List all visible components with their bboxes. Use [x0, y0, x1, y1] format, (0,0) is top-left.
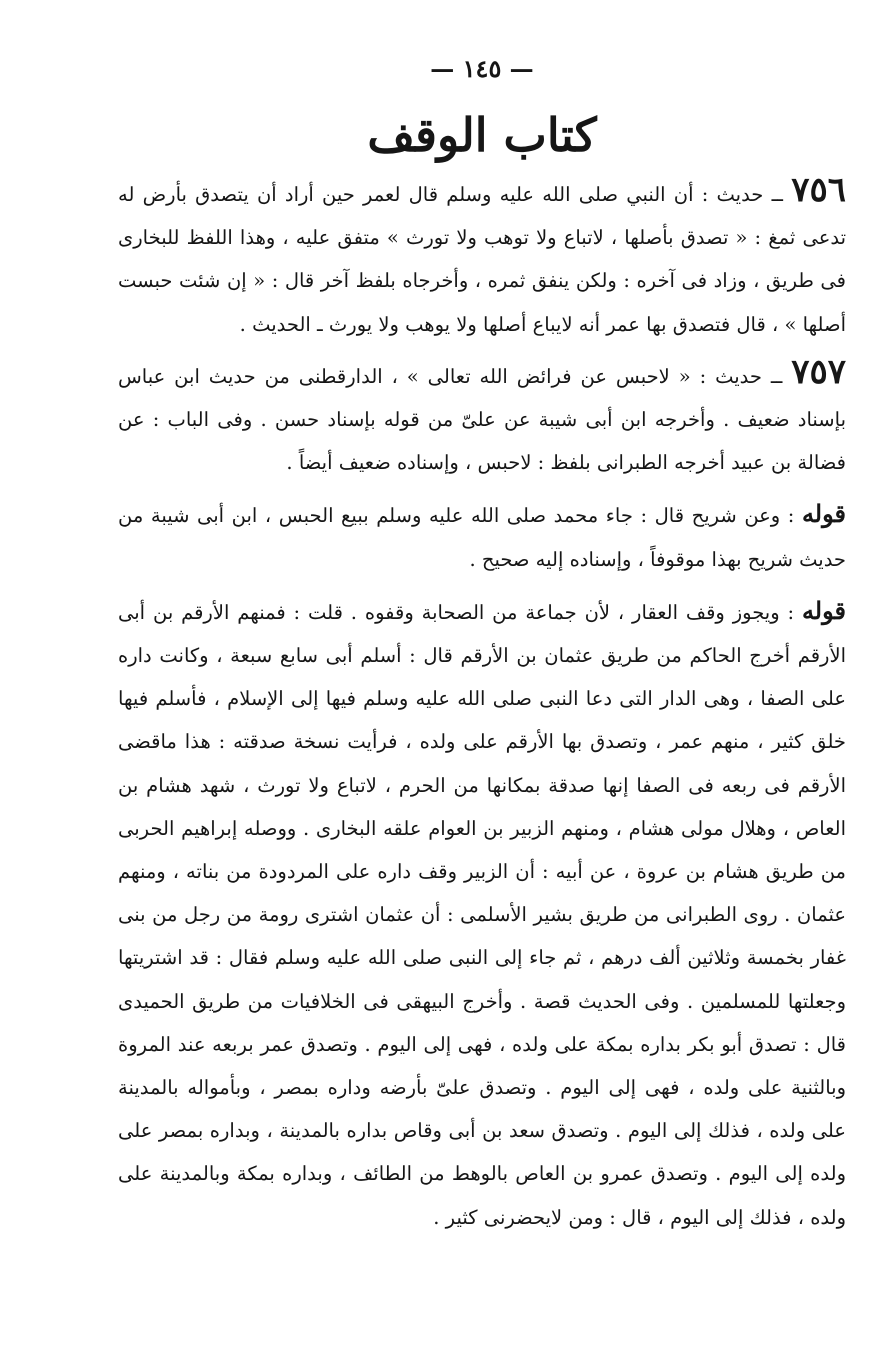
- qawluhu-paragraph-1: [118, 492, 846, 580]
- paragraph-text: : ويجوز وقف العقار ، لأن جماعة من الصحابة وقفوه . قلت : فمنهم الأرقم بن أبى الأرقم أخرج الحاكم من طريق عثمان بن الأرقم قال : أسلم أبى سابع سبعة ، وكانت داره على الصفا ، وهى الدار التى دعا النبى صلى الله عليه وسلم فيها إلى الإسلام ، فأسلم فيها خلق كثير ، منهم عمر ، وتصدق بها الأرقم على ولده ، فرأيت نسخة صدقته : هذا ماقضى الأرقم فى ربعه فى الصفا إنها صدقة بمكانها من الحرم ، لاتباع ولا تورث ، شهد هشام بن العاص ، وهلال مولى هشام ، ومنهم الزبير بن العوام علقه البخارى . ووصله إبراهيم الحربى من طريق هشام بن عروة ، عن أبيه : أن الزبير وقف داره على المردودة من بناته ، ومنهم عثمان . روى الطبرانى من طريق بشير الأسلمى : أن عثمان اشترى رومة من رجل من بنى غفار بخمسة وثلاثين ألف درهم ، ثم جاء إلى النبى صلى الله عليه وسلم فقال : قد اشتريتها وجعلتها للمسلمين . وفى الحديث قصة . وأخرج البيهقى فى الخلافيات من طريق الحميدى قال : تصدق أبو بكر بداره بمكة على ولده ، فهى إلى اليوم . وتصدق عمر بربعه عند المروة وبالثنية على ولده ، فهى إلى اليوم . وتصدق علىّ بأرضه وداره بمصر ، وبأمواله بالمدينة على ولده ، فذلك إلى اليوم . وتصدق سعد بن أبى وقاص بداره بالمدينة ، وبداره بمصر على ولده إلى اليوم . وتصدق عمرو بن العاص بالوهط من الطائف ، وبداره بمكة وبالمدينة على ولده ، فذلك إلى اليوم ، قال : ومن لايحضرنى كثير .: [118, 600, 846, 1229]
- paragraph-lead-word: قوله: [801, 499, 846, 529]
- paragraph-text: ــ حديث : « لاحبس عن فرائض الله تعالى » ، الدارقطنى من حديث ابن عباس بإسناد ضعيف . وأخرجه ابن أبى شيبة عن علىّ من قوله بإسناد حسن . وفى الباب : عن فضالة بن عبيد أخرجه الطبرانى بلفظ : لاحبس ، وإسناده ضعيف أيضاً .: [118, 364, 846, 475]
- page-number: — ١٤٥ —: [430, 54, 534, 83]
- document-body: [118, 172, 846, 1239]
- document-page: [118, 0, 846, 1360]
- hadith-757-paragraph: [118, 351, 846, 485]
- hadith-756-paragraph: [118, 172, 846, 346]
- qawluhu-paragraph-2: [118, 589, 846, 1239]
- paragraph-lead-word: قوله: [801, 595, 846, 625]
- paragraph-gap: [118, 581, 846, 589]
- chapter-title: كتاب الوقف: [367, 108, 597, 162]
- paragraph-gap: [118, 484, 846, 492]
- paragraph-text: ــ حديث : أن النبي صلى الله عليه وسلم قال لعمر حين أراد أن يتصدق بأرض له تدعى ثمغ : « تصدق بأصلها ، لاتباع ولا توهب ولا تورث » متفق عليه ، وهذا اللفظ للبخارى فى طريق ، وزاد فى آخره : ولكن ينفق ثمره ، وأخرجاه بلفظ آخر قال : « إن شئت حبست أصلها » ، قال فتصدق بها عمر أنه لايباع أصلها ولا يوهب ولا يورث ـ الحديث .: [118, 183, 846, 336]
- paragraph-text: : وعن شريح قال : جاء محمد صلى الله عليه وسلم ببيع الحبس ، ابن أبى شيبة من حديث شريح بهذا موقوفاً ، وإسناده إليه صحيح .: [118, 504, 846, 571]
- paragraph-gap: [118, 346, 846, 354]
- hadith-number: ٧٥٧: [791, 351, 846, 392]
- hadith-number: ٧٥٦: [791, 170, 846, 210]
